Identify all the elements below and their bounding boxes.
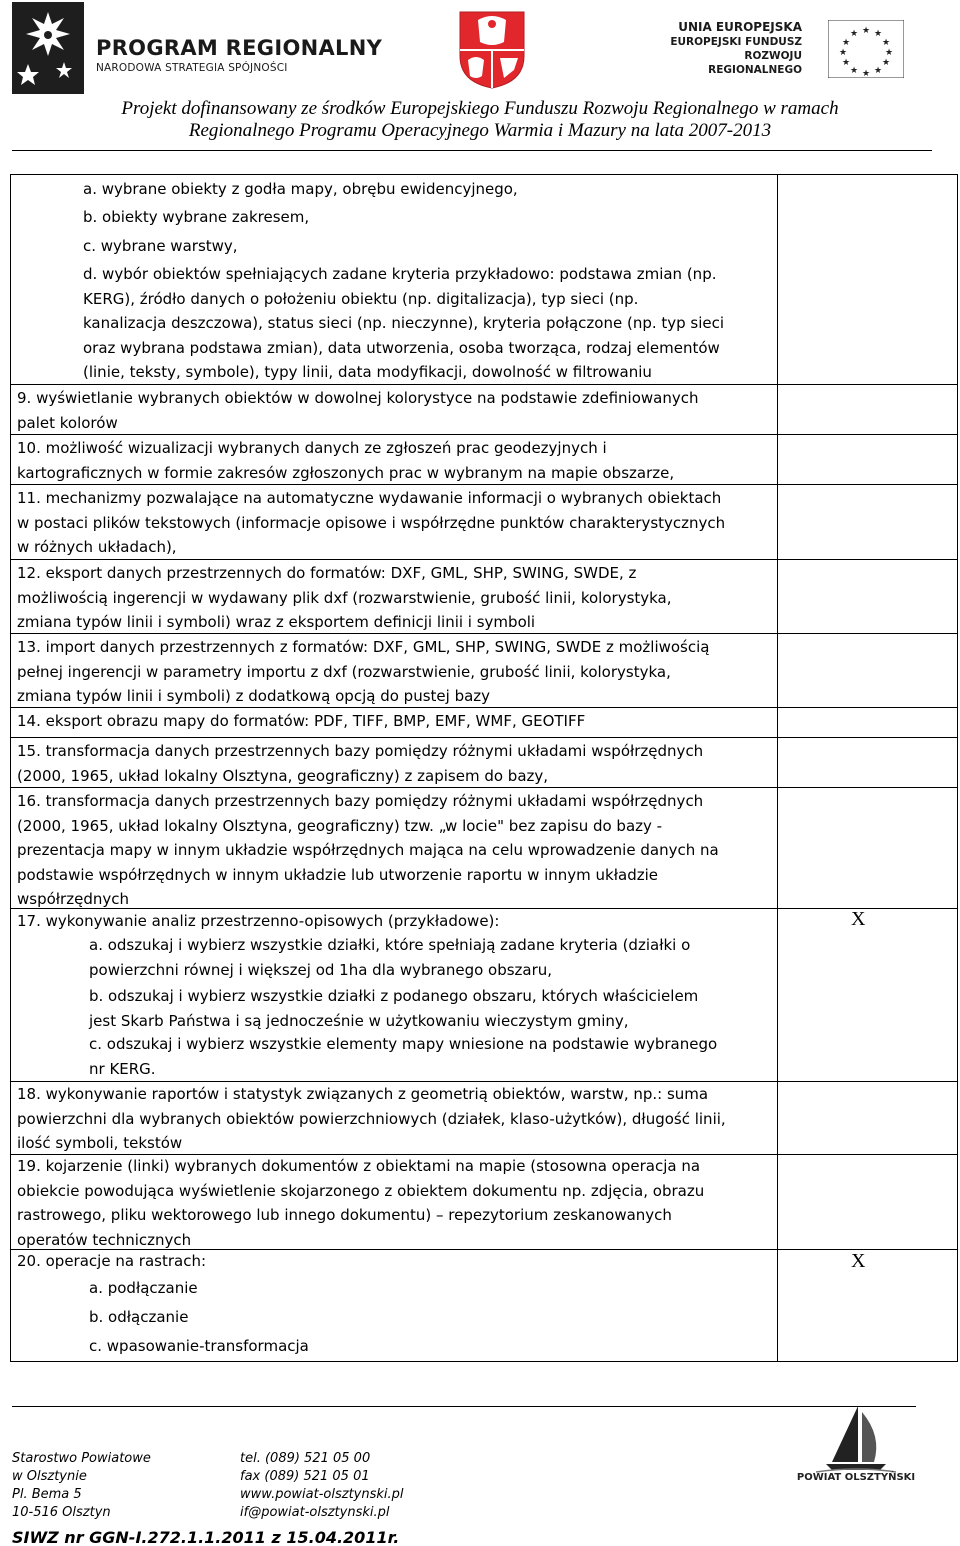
table-row [11,1155,957,1250]
svg-text:★: ★ [873,29,883,39]
row-text: 15. transformacja danych przestrzennych bazy pomiędzy różnymi układami współrzędnych (2000, 1965, układ lokalny Olsztyna, geograficzny) z zapisem do bazy, [17,742,704,785]
program-subtitle: NARODOWA STRATEGIA SPÓJNOŚCI [96,62,288,74]
table-row [11,788,957,909]
svg-text:★: ★ [884,48,894,58]
svg-text:★: ★ [861,69,871,78]
table-row [11,485,957,560]
row-text: a. podłączanie [89,1279,198,1297]
row-text: 12. eksport danych przestrzennych do formatów: DXF, GML, SHP, SWING, SWDE, z możliwością ingerencji w wydawany plik dxf (rozwarstwienie, grubość linii, kolorystyka, zmiana typów linii i symboli) wraz z eksportem definicji linii i symboli [17,564,672,631]
requirements-table [10,174,958,1362]
table-row [11,385,957,435]
row-text: 14. eksport obrazu mapy do formatów: PDF, TIFF, BMP, EMF, WMF, GEOTIFF [17,712,586,730]
checkmark-x: X [851,908,866,930]
row-text: b. obiekty wybrane zakresem, [83,208,310,226]
website-link[interactable]: www.powiat-olsztynski.pl [240,1487,404,1502]
table-row [11,933,957,983]
footer-divider [12,1406,916,1407]
table-row [11,909,957,933]
svg-text:★: ★ [849,29,859,39]
row-text: c. odszukaj i wybierz wszystkie elementy mapy wniesione na podstawie wybranego nr KERG. [89,1035,718,1078]
row-text: 9. wyświetlanie wybranych obiektów w dowolnej kolorystyce na podstawie zdefiniowanych palet kolorów [17,389,699,432]
table-row [11,203,957,232]
svg-text:★: ★ [861,26,871,36]
table-row [11,738,957,788]
star-burst-emblem-icon [12,2,84,94]
table-row [11,1334,957,1363]
svg-text:★: ★ [849,66,859,76]
row-text: 16. transformacja danych przestrzennych bazy pomiędzy różnymi układami współrzędnych (2000, 1965, układ lokalny Olsztyna, geograficzny) tzw. „w locie" bez zapisu do bazy - prezentacja mapy w innym układzie współrzędnych mająca na celu wprowadzenie danych na podstawie współrzędnych w innym układzie lub utworzenie raportu w innym układzie współrzędnych [17,792,719,908]
table-row [11,1305,957,1334]
svg-text:★: ★ [873,66,883,76]
row-text: c. wybrane warstwy, [83,237,238,255]
table-row [11,1250,957,1276]
row-text: b. odłączanie [89,1308,189,1326]
eu-stars-flag-icon [828,20,904,78]
row-text: 10. możliwość wizualizacji wybranych danych ze zgłoszeń prac geodezyjnych i kartograficznych w formie zakresów zgłoszonych prac w wybranym na mapie obszarze, [17,439,675,482]
svg-text:★: ★ [838,48,848,58]
table-row [11,983,957,1032]
table-row [11,708,957,738]
project-line-2: Regionalnego Programu Operacyjnego Warmia i Mazury na lata 2007-2013 [188,120,772,141]
header-divider [12,150,932,151]
table-row [11,232,957,261]
table-row [11,1082,957,1155]
row-text: 18. wykonywanie raportów i statystyk związanych z geometrią obiektów, warstw, np.: suma powierzchni dla wybranych obiektów powierzchniowych (działek, klaso-użytków), długość linii, ilość symboli, tekstów [17,1085,726,1152]
footer-address: Starostwo Powiatowe w Olsztynie Pl. Bema 5 10-516 Olsztyn [12,1451,151,1520]
warmia-mazury-crest-icon [456,10,528,90]
svg-text:★: ★ [841,38,851,48]
table-row [11,560,957,634]
eu-fund-line2: ROZWOJU REGIONALNEGO [708,50,802,76]
table-row [11,175,957,203]
row-text: 20. operacje na rastrach: [17,1252,207,1270]
program-title: PROGRAM REGIONALNY [96,36,383,60]
table-row [11,634,957,708]
row-text: c. wpasowanie-transformacja [89,1337,309,1355]
program-regionalny-logo [12,2,383,94]
eu-fund-line1: EUROPEJSKI FUNDUSZ [670,36,802,48]
table-row [11,435,957,485]
row-text: d. wybór obiektów spełniających zadane kryteria przykładowo: podstawa zmian (np. KERG), źródło danych o położeniu obiektu (np. digitalizacja), typ sieci (np. kanalizacja deszczowa), status sieci (np. nieczynne), kryteria połączone (np. typ sieci oraz wybrana podstawa zmian), data utworzenia, osoba tworząca, rodzaj elementów (linie, teksty, symbole), typy linii, data modyfikacji, dowolność w filtrowaniu [83,265,725,381]
svg-text:★: ★ [881,38,891,48]
svg-text:★: ★ [841,58,851,68]
project-line-1: Projekt dofinansowany ze środków Europejskiego Funduszu Rozwoju Regionalnego w ramach [121,98,839,119]
footer-contact: tel. (089) 521 05 00 fax (089) 521 05 01 www.powiat-olsztynski.pl if@powiat-olsztynski.pl [240,1451,404,1520]
table-row [11,1032,957,1082]
row-text: 11. mechanizmy pozwalające na automatyczne wydawanie informacji o wybranych obiektach w postaci plików tekstowych (informacje opisowe i współrzędne punktów charakterystycznych w różnych układach), [17,489,726,556]
sailboat-icon [796,1402,916,1474]
row-text: 17. wykonywanie analiz przestrzenno-opisowych (przykładowe): [17,912,500,930]
powiat-logo: POWIAT OLSZTYŃSKI [796,1402,916,1498]
row-text: 19. kojarzenie (linki) wybranych dokumentów z obiektami na mapie (stosowna operacja na obiekcie powodująca wyświetlenie skojarzonego z obiektem dokumentu np. zdjęcia, obrazu rastrowego, pliku wektorowego lub innego dokumentu) – repezytorium zeskanowanych operatów technicznych [17,1157,705,1249]
table-row [11,1276,957,1305]
row-text: a. wybrane obiekty z godła mapy, obrębu ewidencyjnego, [83,180,518,198]
table-row [11,261,957,385]
eu-logo [652,20,960,84]
siwz-reference: SIWZ nr GGN-I.272.1.1.2011 z 15.04.2011r. [12,1528,400,1546]
eu-title: UNIA EUROPEJSKA [678,20,802,34]
page-header [0,0,960,150]
email-link[interactable]: if@powiat-olsztynski.pl [240,1505,390,1520]
row-text: 13. import danych przestrzennych z formatów: DXF, GML, SHP, SWING, SWDE z możliwością pełnej ingerencji w parametry importu z dxf (rozwarstwienie, grubość linii, kolorystyka, zmiana typów linii i symboli) z dodatkową opcją do pustej bazy [17,638,710,705]
svg-text:★: ★ [881,58,891,68]
row-text: b. odszukaj i wybierz wszystkie działki z podanego obszaru, których właścicielem jest Skarb Państwa i są jednocześnie w użytkowaniu wieczystym gminy, [89,987,699,1030]
row-text: a. odszukaj i wybierz wszystkie działki, które spełniają zadane kryteria (działki o powierzchni równej i większej od 1ha dla wybranego obszaru, [89,936,691,979]
checkmark-x: X [851,1250,866,1272]
